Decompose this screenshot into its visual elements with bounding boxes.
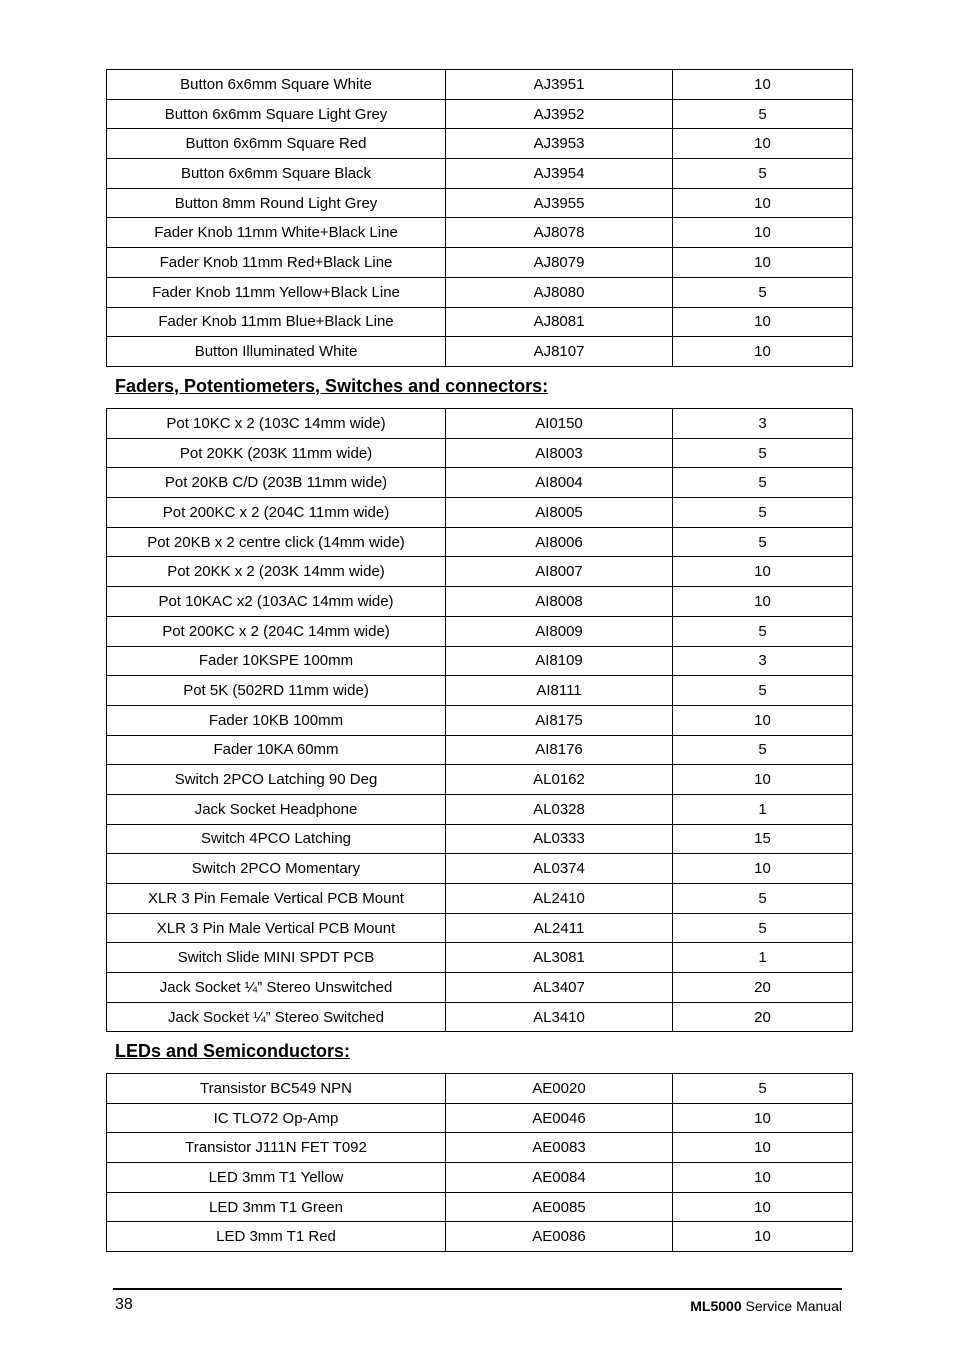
footer-rule — [113, 1288, 842, 1290]
table-row — [107, 527, 853, 557]
part-description: Pot 20KB x 2 centre click (14mm wide) — [107, 527, 446, 557]
part-description: Pot 20KK x 2 (203K 14mm wide) — [107, 557, 446, 587]
part-quantity: 5 — [673, 99, 853, 129]
part-quantity: 10 — [673, 557, 853, 587]
table-row — [107, 824, 853, 854]
part-code: AJ8080 — [446, 277, 673, 307]
part-description: LED 3mm T1 Yellow — [107, 1163, 446, 1193]
part-description: Pot 10KAC x2 (103AC 14mm wide) — [107, 587, 446, 617]
part-description: Button 6x6mm Square White — [107, 70, 446, 100]
part-quantity: 20 — [673, 1002, 853, 1032]
table-row — [107, 277, 853, 307]
parts-table-buttons — [106, 69, 853, 367]
part-code: AI8008 — [446, 587, 673, 617]
part-description: Button 6x6mm Square Light Grey — [107, 99, 446, 129]
part-code: AI8006 — [446, 527, 673, 557]
part-quantity: 10 — [673, 70, 853, 100]
part-quantity: 5 — [673, 527, 853, 557]
part-description: Fader Knob 11mm Yellow+Black Line — [107, 277, 446, 307]
part-quantity: 10 — [673, 1163, 853, 1193]
part-description: Transistor J111N FET T092 — [107, 1133, 446, 1163]
part-code: AI8005 — [446, 498, 673, 528]
part-description: Button 6x6mm Square Red — [107, 129, 446, 159]
part-code: AJ3953 — [446, 129, 673, 159]
part-quantity: 10 — [673, 587, 853, 617]
part-code: AI8176 — [446, 735, 673, 765]
part-code: AL2410 — [446, 884, 673, 914]
part-description: Jack Socket ¼” Stereo Switched — [107, 1002, 446, 1032]
part-description: Switch 2PCO Latching 90 Deg — [107, 765, 446, 795]
part-description: LED 3mm T1 Green — [107, 1192, 446, 1222]
part-code: AI0150 — [446, 409, 673, 439]
parts-table-faders — [106, 408, 853, 1032]
part-description: XLR 3 Pin Female Vertical PCB Mount — [107, 884, 446, 914]
part-quantity: 10 — [673, 1133, 853, 1163]
part-quantity: 5 — [673, 676, 853, 706]
table-row — [107, 1192, 853, 1222]
part-code: AI8007 — [446, 557, 673, 587]
table-row — [107, 616, 853, 646]
part-quantity: 5 — [673, 1074, 853, 1104]
table-row — [107, 1163, 853, 1193]
part-quantity: 1 — [673, 794, 853, 824]
section-title-faders: Faders, Potentiometers, Switches and connectors: — [115, 376, 549, 396]
part-code: AJ3952 — [446, 99, 673, 129]
part-quantity: 5 — [673, 884, 853, 914]
table-row — [107, 218, 853, 248]
part-description: Switch Slide MINI SPDT PCB — [107, 943, 446, 973]
table-row — [107, 1222, 853, 1252]
part-code: AL0162 — [446, 765, 673, 795]
part-code: AE0085 — [446, 1192, 673, 1222]
table-row — [107, 129, 853, 159]
part-code: AI8175 — [446, 705, 673, 735]
part-quantity: 5 — [673, 616, 853, 646]
table-row — [107, 943, 853, 973]
part-code: AJ3955 — [446, 188, 673, 218]
table-row — [107, 557, 853, 587]
part-code: AL3081 — [446, 943, 673, 973]
part-code: AL3407 — [446, 973, 673, 1003]
part-quantity: 5 — [673, 913, 853, 943]
part-quantity: 10 — [673, 218, 853, 248]
table-row — [107, 70, 853, 100]
table-row — [107, 1133, 853, 1163]
part-code: AE0020 — [446, 1074, 673, 1104]
part-description: Button Illuminated White — [107, 337, 446, 367]
part-code: AJ3954 — [446, 159, 673, 189]
part-quantity: 5 — [673, 498, 853, 528]
part-description: LED 3mm T1 Red — [107, 1222, 446, 1252]
part-description: Switch 4PCO Latching — [107, 824, 446, 854]
part-code: AE0086 — [446, 1222, 673, 1252]
table-row — [107, 676, 853, 706]
part-description: Button 6x6mm Square Black — [107, 159, 446, 189]
part-code: AJ8078 — [446, 218, 673, 248]
table-row — [107, 587, 853, 617]
manual-title: Service Manual — [741, 1298, 842, 1314]
part-quantity: 10 — [673, 854, 853, 884]
table-row — [107, 99, 853, 129]
footer-manual-title — [690, 1298, 842, 1314]
page-number: 38 — [115, 1296, 133, 1313]
part-code: AJ8081 — [446, 307, 673, 337]
table-row — [107, 409, 853, 439]
part-quantity: 10 — [673, 307, 853, 337]
part-quantity: 5 — [673, 735, 853, 765]
part-quantity: 5 — [673, 468, 853, 498]
part-quantity: 10 — [673, 765, 853, 795]
part-description: Fader Knob 11mm Blue+Black Line — [107, 307, 446, 337]
part-description: Fader 10KB 100mm — [107, 705, 446, 735]
manual-model: ML5000 — [690, 1298, 742, 1314]
part-description: IC TLO72 Op-Amp — [107, 1103, 446, 1133]
part-description: Pot 200KC x 2 (204C 14mm wide) — [107, 616, 446, 646]
part-description: Fader Knob 11mm Red+Black Line — [107, 248, 446, 278]
part-quantity: 10 — [673, 705, 853, 735]
part-description: Jack Socket ¼” Stereo Unswitched — [107, 973, 446, 1003]
part-code: AI8004 — [446, 468, 673, 498]
table-row — [107, 1103, 853, 1133]
table-row — [107, 884, 853, 914]
table-row — [107, 705, 853, 735]
part-description: Switch 2PCO Momentary — [107, 854, 446, 884]
part-code: AJ8079 — [446, 248, 673, 278]
part-code: AE0084 — [446, 1163, 673, 1193]
part-code: AI8009 — [446, 616, 673, 646]
parts-table-leds — [106, 1073, 853, 1252]
part-description: Pot 10KC x 2 (103C 14mm wide) — [107, 409, 446, 439]
part-quantity: 10 — [673, 337, 853, 367]
part-description: Pot 200KC x 2 (204C 11mm wide) — [107, 498, 446, 528]
part-description: Pot 20KB C/D (203B 11mm wide) — [107, 468, 446, 498]
table-row — [107, 307, 853, 337]
table-row — [107, 1074, 853, 1104]
table-row — [107, 765, 853, 795]
table-row — [107, 646, 853, 676]
table-row — [107, 973, 853, 1003]
table-row — [107, 794, 853, 824]
part-quantity: 10 — [673, 248, 853, 278]
part-quantity: 10 — [673, 1192, 853, 1222]
part-description: Transistor BC549 NPN — [107, 1074, 446, 1104]
part-quantity: 20 — [673, 973, 853, 1003]
part-code: AI8109 — [446, 646, 673, 676]
part-description: Fader Knob 11mm White+Black Line — [107, 218, 446, 248]
part-quantity: 1 — [673, 943, 853, 973]
part-quantity: 5 — [673, 438, 853, 468]
part-description: Fader 10KSPE 100mm — [107, 646, 446, 676]
part-quantity: 10 — [673, 1103, 853, 1133]
part-code: AL2411 — [446, 913, 673, 943]
part-code: AI8111 — [446, 676, 673, 706]
part-quantity: 5 — [673, 277, 853, 307]
table-row — [107, 1002, 853, 1032]
part-description: Button 8mm Round Light Grey — [107, 188, 446, 218]
part-quantity: 10 — [673, 1222, 853, 1252]
part-code: AL0374 — [446, 854, 673, 884]
part-quantity: 3 — [673, 646, 853, 676]
part-code: AI8003 — [446, 438, 673, 468]
part-quantity: 15 — [673, 824, 853, 854]
part-quantity: 5 — [673, 159, 853, 189]
table-row — [107, 248, 853, 278]
part-code: AJ3951 — [446, 70, 673, 100]
part-description: Fader 10KA 60mm — [107, 735, 446, 765]
table-row — [107, 337, 853, 367]
part-code: AL0328 — [446, 794, 673, 824]
table-row — [107, 913, 853, 943]
part-description: XLR 3 Pin Male Vertical PCB Mount — [107, 913, 446, 943]
table-row — [107, 438, 853, 468]
table-row — [107, 188, 853, 218]
part-quantity: 10 — [673, 129, 853, 159]
part-description: Pot 5K (502RD 11mm wide) — [107, 676, 446, 706]
table-row — [107, 468, 853, 498]
part-quantity: 3 — [673, 409, 853, 439]
table-row — [107, 735, 853, 765]
part-code: AL0333 — [446, 824, 673, 854]
section-title-leds: LEDs and Semiconductors: — [115, 1041, 351, 1061]
part-code: AL3410 — [446, 1002, 673, 1032]
table-row — [107, 498, 853, 528]
part-code: AJ8107 — [446, 337, 673, 367]
part-quantity: 10 — [673, 188, 853, 218]
table-row — [107, 854, 853, 884]
table-row — [107, 159, 853, 189]
part-description: Jack Socket Headphone — [107, 794, 446, 824]
part-code: AE0083 — [446, 1133, 673, 1163]
part-code: AE0046 — [446, 1103, 673, 1133]
part-description: Pot 20KK (203K 11mm wide) — [107, 438, 446, 468]
